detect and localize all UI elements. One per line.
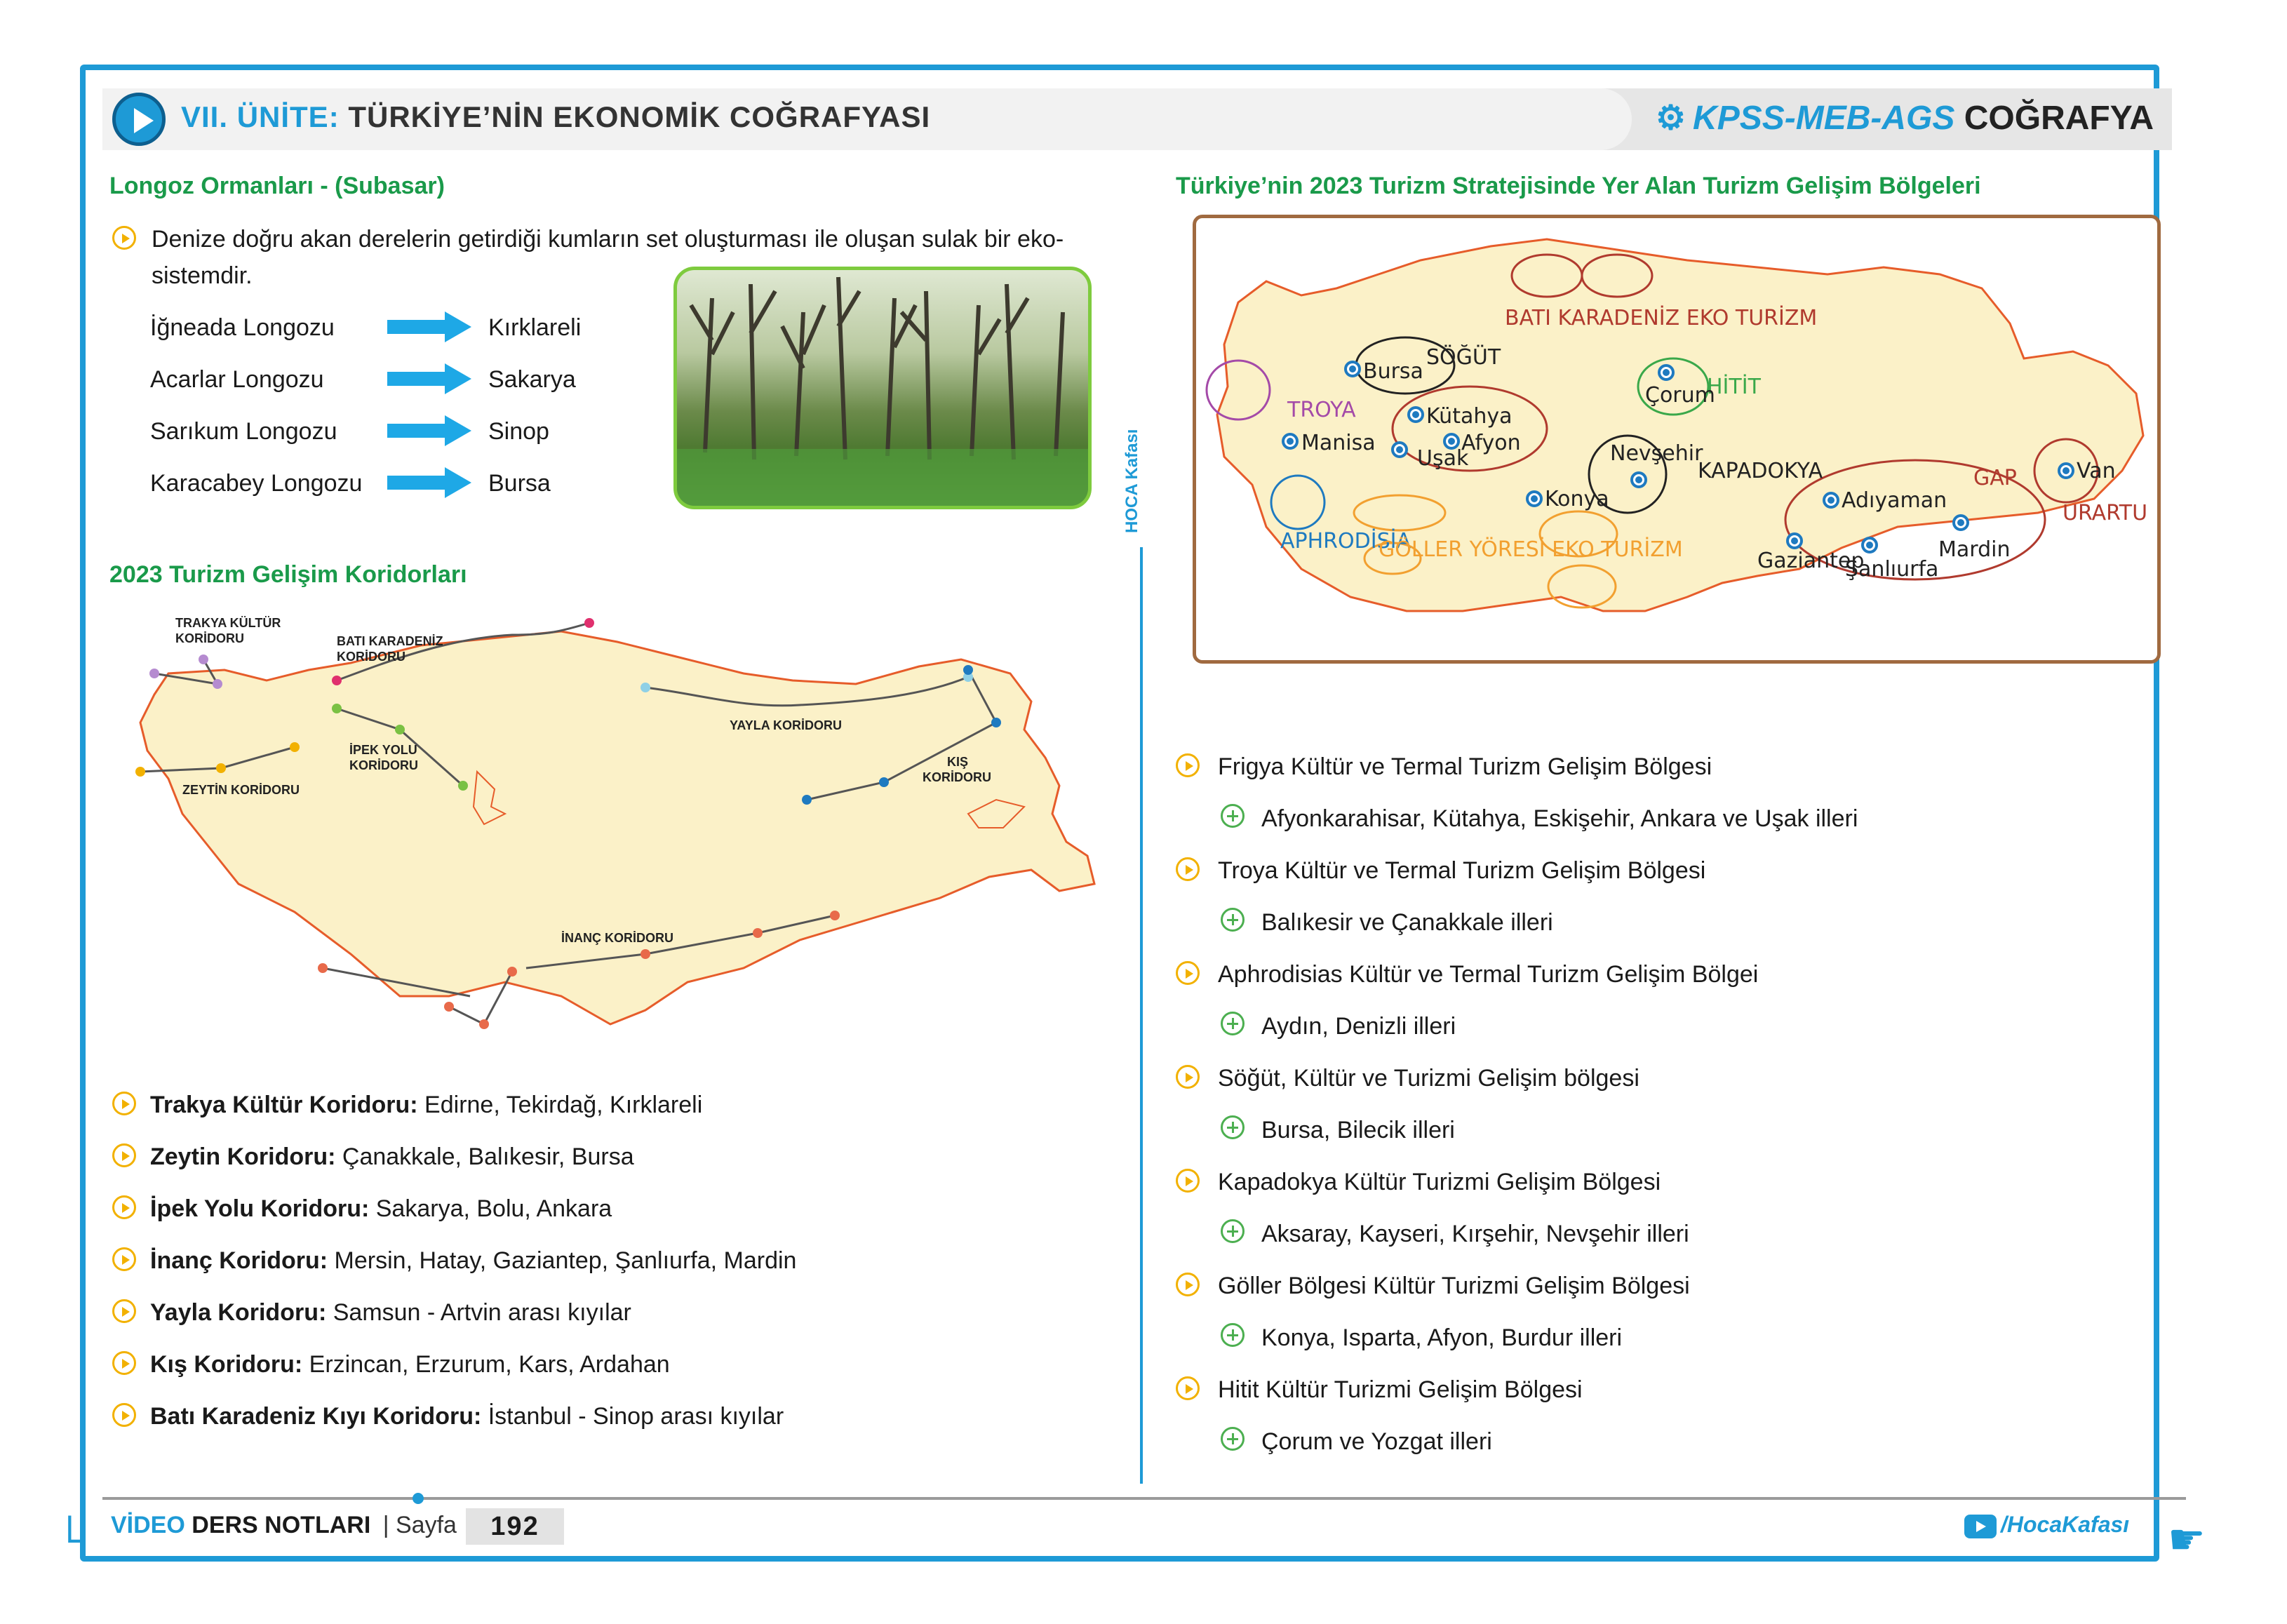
region-label: APHRODİSİA: [1280, 529, 1411, 553]
region-provinces: Afyonkarahisar, Kütahya, Eskişehir, Ankara ve Uşak illeri: [1261, 805, 1858, 832]
map-label: İNANÇ KORİDORU: [561, 931, 673, 945]
bullet-icon: [112, 1092, 136, 1115]
city-label: Konya: [1545, 487, 1609, 511]
longoz-province: Kırklareli: [488, 314, 582, 341]
arrow-right-icon: [387, 467, 471, 498]
corridors-title: 2023 Turizm Gelişim Koridorları: [109, 561, 467, 588]
region-provinces: Balıkesir ve Çanakkale illeri: [1261, 909, 1553, 936]
city-label: Manisa: [1301, 431, 1376, 455]
region-provinces: Aydın, Denizli illeri: [1261, 1013, 1456, 1040]
bullet-icon: [1176, 753, 1200, 777]
longoz-name: Sarıkum Longozu: [150, 418, 337, 445]
map-label: ZEYTİN KORİDORU: [182, 783, 300, 797]
arrow-right-icon: [387, 363, 471, 394]
regions-map: [1196, 218, 2157, 660]
city-label: Van: [2077, 459, 2116, 483]
corridor-item: İpek Yolu Koridoru: Sakarya, Bolu, Ankara: [150, 1195, 612, 1222]
map-label: YAYLA KORİDORU: [730, 718, 843, 732]
tree-trunks-illustration: [677, 270, 1088, 506]
region-label: BATI KARADENİZ EKO TURİZM: [1505, 306, 1818, 330]
bullet-icon: [1176, 1376, 1200, 1400]
page-number: 192: [466, 1508, 564, 1545]
brand-part1: KPSS-MEB-AGS: [1693, 100, 1955, 137]
city-label: Kütahya: [1426, 404, 1513, 429]
longoz-forest-photo: [673, 267, 1092, 509]
bullet-icon: [112, 1247, 136, 1271]
region-label: URARTU: [2063, 501, 2148, 525]
play-icon[interactable]: [112, 93, 166, 146]
region-name: Frigya Kültür ve Termal Turizm Gelişim Bölgesi: [1218, 753, 1712, 780]
map-label: KORİDORU: [923, 770, 991, 784]
bracket-icon: └: [55, 1516, 85, 1563]
regions-title: Türkiye’nin 2023 Turizm Stratejisinde Yer Alan Turizm Gelişim Bölgeleri: [1176, 173, 1981, 199]
map-label: İPEK YOLU: [349, 743, 417, 757]
longoz-description-line2: sistemdir.: [152, 262, 253, 289]
map-label: TRAKYA KÜLTÜR: [175, 616, 281, 630]
longoz-title: Longoz Ormanları - (Subasar): [109, 173, 445, 199]
longoz-province: Sinop: [488, 418, 549, 445]
bullet-icon: [112, 1195, 136, 1219]
footer-dot: [413, 1493, 424, 1504]
longoz-description-line1: Denize doğru akan derelerin getirdiği kumların set oluşturması ile oluşan sulak bir eko-: [152, 226, 1064, 253]
region-label: GAP: [1973, 466, 2017, 490]
corridor-item: Zeytin Koridoru: Çanakkale, Balıkesir, Bursa: [150, 1143, 634, 1170]
bullet-icon: [1176, 1169, 1200, 1193]
longoz-province: Sakarya: [488, 366, 576, 393]
corridor-item: Trakya Kültür Koridoru: Edirne, Tekirdağ, Kırklareli: [150, 1092, 703, 1118]
region-label: TROYA: [1287, 398, 1356, 422]
city-label: Afyon: [1461, 431, 1521, 455]
regions-map-frame: [1193, 215, 2161, 664]
bullet-icon: [1176, 961, 1200, 985]
bullet-icon: [112, 1299, 136, 1323]
corridor-item: Batı Karadeniz Kıyı Koridoru: İstanbul - Sinop arası kıyılar: [150, 1403, 784, 1430]
longoz-name: Karacabey Longozu: [150, 470, 363, 497]
bullet-icon: [1176, 1065, 1200, 1089]
plus-icon: [1221, 1219, 1245, 1243]
column-divider: [1140, 547, 1143, 1484]
brand-logo: [1656, 98, 2154, 137]
arrow-right-icon: [387, 415, 471, 446]
region-name: Kapadokya Kültür Turizmi Gelişim Bölgesi: [1218, 1169, 1661, 1195]
city-label: Mardin: [1938, 537, 2011, 562]
social-link[interactable]: [1964, 1512, 2129, 1538]
bullet-icon: [112, 1403, 136, 1427]
pointer-hand-icon: ☛: [2168, 1516, 2206, 1563]
map-label: BATI KARADENİZ: [337, 634, 443, 648]
city-label: Gaziantep: [1757, 549, 1865, 573]
region-name: Göller Bölgesi Kültür Turizmi Gelişim Bölgesi: [1218, 1273, 1690, 1299]
map-label: KORİDORU: [337, 650, 405, 664]
city-label: Şanlıurfa: [1845, 557, 1939, 582]
plus-icon: [1221, 1323, 1245, 1347]
region-label: HİTİT: [1707, 375, 1761, 399]
region-provinces: Konya, Isparta, Afyon, Burdur illeri: [1261, 1324, 1623, 1351]
map-label: KORİDORU: [175, 631, 244, 645]
region-label: SÖĞÜT: [1426, 345, 1501, 370]
longoz-name: İğneada Longozu: [150, 314, 335, 341]
region-name: Hitit Kültür Turizmi Gelişim Bölgesi: [1218, 1376, 1583, 1403]
arrow-right-icon: [387, 311, 471, 342]
footer-notes: DERS NOTLARI: [192, 1512, 371, 1538]
region-provinces: Aksaray, Kayseri, Kırşehir, Nevşehir illeri: [1261, 1221, 1689, 1247]
corridor-item: Yayla Koridoru: Samsun - Artvin arası kıyılar: [150, 1299, 631, 1326]
plus-icon: [1221, 908, 1245, 932]
longoz-name: Acarlar Longozu: [150, 366, 324, 393]
bullet-icon: [112, 1143, 136, 1167]
bullet-icon: [1176, 1273, 1200, 1296]
bullet-icon: [1176, 857, 1200, 881]
brand-part2: COĞRAFYA: [1964, 100, 2154, 137]
sidebar-logo-text: HOCA Kafası: [1122, 429, 1141, 533]
corridors-map: [126, 603, 1108, 1038]
region-provinces: Çorum ve Yozgat illeri: [1261, 1428, 1492, 1455]
unit-name: TÜRKİYE’NİN EKONOMİK COĞRAFYASI: [348, 100, 931, 133]
city-label: Uşak: [1417, 446, 1469, 471]
corridor-item: İnanç Koridoru: Mersin, Hatay, Gaziantep, Şanlıurfa, Mardin: [150, 1247, 797, 1274]
gear-icon: ⚙: [1656, 100, 1686, 137]
footer-brand: [111, 1512, 457, 1539]
region-label: KAPADOKYA: [1698, 459, 1823, 483]
social-handle: /HocaKafası: [2001, 1512, 2130, 1537]
footer-page-word: | Sayfa: [382, 1512, 457, 1538]
plus-icon: [1221, 1427, 1245, 1451]
footer-video: VİDEO: [111, 1512, 185, 1538]
region-name: Söğüt, Kültür ve Turizmi Gelişim bölgesi: [1218, 1065, 1639, 1092]
region-provinces: Bursa, Bilecik illeri: [1261, 1117, 1455, 1143]
region-name: Aphrodisias Kültür ve Termal Turizm Gelişim Bölgei: [1218, 961, 1759, 988]
bullet-icon: [112, 226, 136, 250]
city-label: Adıyaman: [1842, 488, 1947, 513]
longoz-province: Bursa: [488, 470, 551, 497]
map-label: KORİDORU: [349, 758, 418, 772]
plus-icon: [1221, 1115, 1245, 1139]
city-label: Bursa: [1363, 359, 1423, 384]
region-label: GÖLLER YÖRESİ EKO TURİZM: [1379, 537, 1683, 562]
city-label: Çorum: [1645, 383, 1715, 408]
region-name: Troya Kültür ve Termal Turizm Gelişim Bölgesi: [1218, 857, 1706, 884]
unit-title: [181, 100, 930, 134]
map-label: KIŞ: [947, 755, 969, 769]
bullet-icon: [112, 1351, 136, 1375]
plus-icon: [1221, 1012, 1245, 1035]
corridor-item: Kış Koridoru: Erzincan, Erzurum, Kars, Ardahan: [150, 1351, 670, 1378]
unit-prefix: VII. ÜNİTE:: [181, 100, 340, 133]
youtube-icon: [1964, 1515, 1997, 1538]
city-label: Nevşehir: [1610, 441, 1703, 466]
plus-icon: [1221, 804, 1245, 828]
